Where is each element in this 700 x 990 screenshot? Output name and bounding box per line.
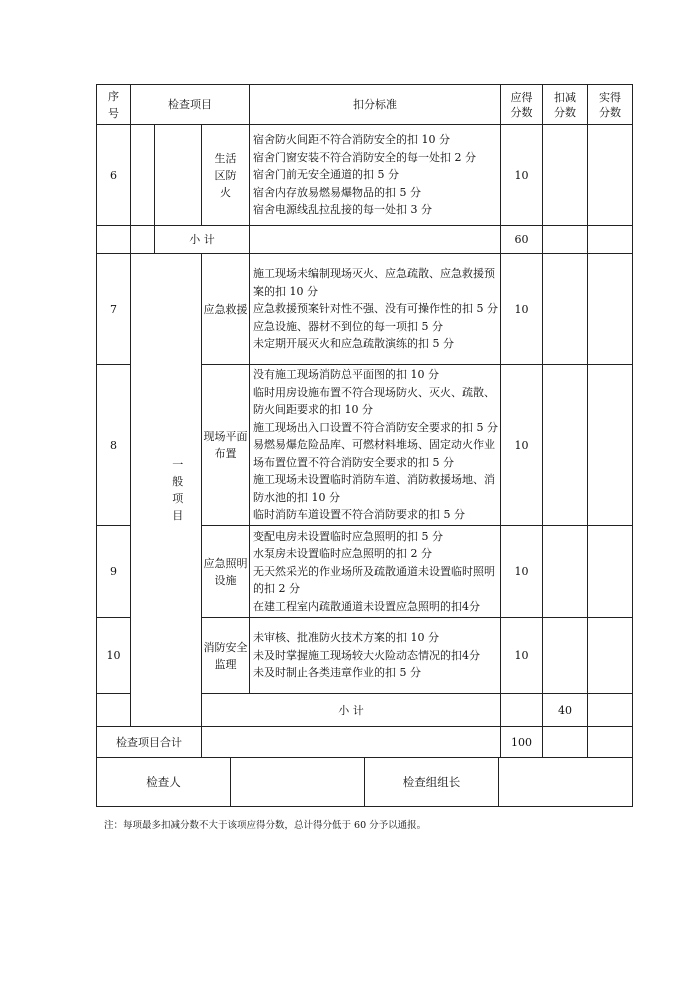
row-item-name: 现场平面布置 xyxy=(203,430,248,460)
criteria-line: 施工现场出入口设置不符合消防安全要求的扣 5 分 xyxy=(253,420,498,434)
row-item-name: 生活区防火 xyxy=(214,151,237,199)
row-actual-cell[interactable] xyxy=(588,254,633,365)
row-seq: 10 xyxy=(106,649,121,662)
criteria-line: 施工现场未编制现场灭火、应急疏散、应急救援预案的扣 10 分 xyxy=(253,267,495,298)
criteria-line: 宿舍内存放易燃易爆物品的扣 5 分 xyxy=(253,185,421,199)
criteria-line: 宿舍防火间距不符合消防安全的扣 10 分 xyxy=(253,133,450,147)
header-criteria: 扣分标准 xyxy=(353,98,397,111)
header-row xyxy=(97,85,633,125)
subtotal-actual-cell[interactable] xyxy=(588,226,633,254)
total-deduct-cell[interactable] xyxy=(543,727,588,758)
row-actual-cell[interactable] xyxy=(588,526,633,618)
criteria-line: 临时用房设施布置不符合现场防火、灭火、疏散、防火间距要求的扣 10 分 xyxy=(253,385,495,417)
total-row xyxy=(97,727,633,758)
row-deduct-cell[interactable] xyxy=(543,618,588,694)
table-row xyxy=(97,125,633,226)
criteria-line: 宿舍门前无安全通道的扣 5 分 xyxy=(253,168,399,182)
row-due-score: 10 xyxy=(514,168,529,182)
criteria-line: 宿舍门窗安装不符合消防安全的每一处扣 2 分 xyxy=(253,150,476,164)
row-deduct-cell[interactable] xyxy=(543,365,588,526)
row-deduct-cell[interactable] xyxy=(543,125,588,226)
subtotal-deduct-cell[interactable] xyxy=(588,694,633,727)
total-score: 100 xyxy=(511,735,532,749)
header-due: 应得分数 xyxy=(510,90,533,119)
total-actual-cell[interactable] xyxy=(588,727,633,758)
signature-table xyxy=(96,757,633,807)
criteria-line: 施工现场未设置临时消防车道、消防救援场地、消防水池的扣 10 分 xyxy=(253,473,495,504)
row-due-score: 10 xyxy=(514,565,529,578)
subtotal-label: 小 计 xyxy=(189,233,215,246)
total-label: 检查项目合计 xyxy=(116,735,182,749)
row-deduct-cell[interactable] xyxy=(543,254,588,365)
criteria-line: 未定期开展灭火和应急疏散演练的扣 5 分 xyxy=(253,337,454,351)
subtotal-score: 40 xyxy=(558,703,572,717)
criteria-line: 应急设施、器材不到位的每一项扣 5 分 xyxy=(253,319,443,333)
header-seq: 序号 xyxy=(108,89,119,120)
row-deduct-cell[interactable] xyxy=(543,526,588,618)
inspector-signature-field[interactable] xyxy=(231,758,365,807)
category-label: 一般项目 xyxy=(172,458,184,522)
criteria-line: 变配电房未设置临时应急照明的扣 5 分 xyxy=(253,529,443,543)
criteria-line: 未及时制止各类违章作业的扣 5 分 xyxy=(253,666,421,680)
table-row xyxy=(97,254,633,365)
row-item-name: 应急救援 xyxy=(203,302,248,316)
criteria-line: 无天然采光的作业场所及疏散通道未设置临时照明的扣 2 分 xyxy=(253,564,495,596)
subtotal-score: 60 xyxy=(514,233,529,246)
header-item: 检查项目 xyxy=(168,98,212,111)
criteria-line: 未及时掌握施工现场较大火险动态情况的扣4分 xyxy=(253,648,480,662)
criteria-line: 临时消防车道设置不符合消防要求的扣 5 分 xyxy=(253,508,465,522)
subtotal-deduct-cell[interactable] xyxy=(543,226,588,254)
row-seq: 9 xyxy=(110,565,117,578)
inspector-label: 检查人 xyxy=(146,774,181,789)
footnote: 注：每项最多扣减分数不大于该项应得分数，总计得分低于 60 分予以通报。 xyxy=(104,820,427,831)
row-due-score: 10 xyxy=(514,438,529,452)
row-seq: 6 xyxy=(110,168,117,182)
criteria-line: 宿舍电源线乱拉乱接的每一处扣 3 分 xyxy=(253,203,432,217)
criteria-line: 应急救援预案针对性不强、没有可操作性的扣 5 分 xyxy=(253,302,498,316)
score-table xyxy=(96,84,633,758)
row-due-score: 10 xyxy=(514,649,529,662)
row-seq: 7 xyxy=(110,302,117,316)
header-deduct: 扣减分数 xyxy=(554,90,576,119)
subtotal-row xyxy=(97,226,633,254)
row-due-score: 10 xyxy=(514,302,529,316)
leader-signature-field[interactable] xyxy=(499,758,633,807)
criteria-line: 未审核、批准防火技术方案的扣 10 分 xyxy=(253,631,439,645)
criteria-line: 易燃易爆危险品库、可燃材料堆场、固定动火作业场布置位置不符合消防安全要求的扣 5 分 xyxy=(253,438,495,469)
row-item-name: 应急照明设施 xyxy=(203,556,248,587)
criteria-line: 在建工程室内疏散通道未设置应急照明的扣4分 xyxy=(253,599,480,613)
header-actual: 实得分数 xyxy=(599,90,621,119)
row-item-name: 消防安全监理 xyxy=(203,640,248,671)
row-actual-cell[interactable] xyxy=(588,618,633,694)
criteria-line: 没有施工现场消防总平面图的扣 10 分 xyxy=(253,368,439,382)
row-seq: 8 xyxy=(110,438,117,452)
leader-label: 检查组组长 xyxy=(402,774,461,789)
row-actual-cell[interactable] xyxy=(588,125,633,226)
criteria-line: 水泵房未设置临时应急照明的扣 2 分 xyxy=(253,547,432,561)
row-actual-cell[interactable] xyxy=(588,365,633,526)
inspection-form xyxy=(96,84,632,807)
subtotal-label: 小 计 xyxy=(338,703,364,717)
